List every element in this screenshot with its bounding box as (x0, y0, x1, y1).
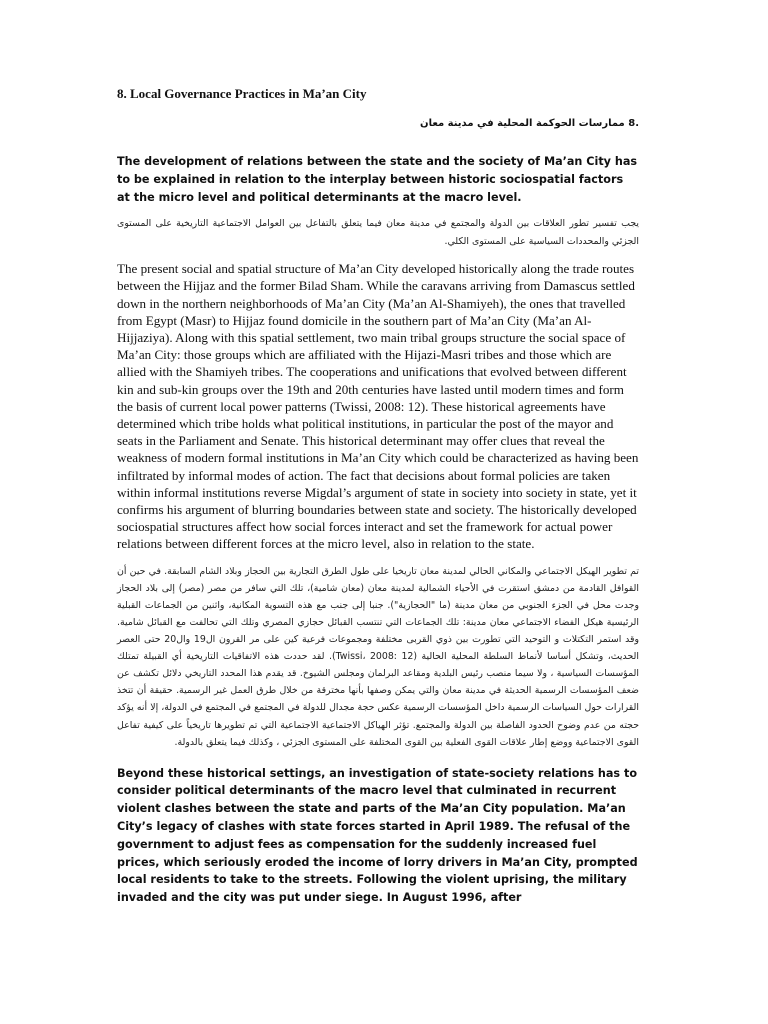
history-paragraph-arabic: تم تطوير الهيكل الاجتماعي والمكاني الحالي لمدينة معان تاريخيا على طول الطرق التجارية بين الحجاز وبلاد الشام السابقة. في حين أن القوافل القادمة من دمشق استقرت في الأحياء الشمالية لمدينة معان (معان شامية)، تلك التي سافر من مصر (مصر) إلى بلاد الحجاز وجدت محل في الجزء الجنوبي من معان مدينة (ما "الحجازية"). جنبا إلى جنب مع هذه التسوية المكانية، واثنين من الجماعات القبلية الرئيسية هيكل الفضاء الاجتماعي معان مدينة: تلك الجماعات التي تنتسب القبائل حجازي المصري وتلك التي تحالفت مع القبائل شامية. وقد استمر التكتلات و التوحيد التي تطورت بين ذوي القربى مختلفة ومجموعات فرعية كين على مر القرون ال19 وال20 حتى العصر الحديث، وتشكل أساسا لأنماط السلطة المحلية الحالية (Twissi، 2008: 12). لقد حددت هذه الاتفاقيات التاريخية أي القبيلة تمتلك المؤسسات السياسية ، ولا سيما منصب رئيس البلدية ومقاعد البرلمان ومجلس الشيوخ. قد يقدم هذا المحدد التاريخي دلائل تكشف عن ضعف المؤسسات الرسمية الحديثة في مدينة معان والتي يمكن وصفها بأنها مخترقة من خلال طرق العمل غير الرسمية. حقيقة أن تتخذ القرارات حول السياسات الرسمية داخل المؤسسات الرسمية عكس حجة مجدال للدولة في المجتمع في المجتمع في الدولة، إلا أنه يؤكد حجته من عدم وضوح الحدود الفاصلة بين الدولة والمجتمع. تؤثر الهياكل الاجتماعية الاجتماعية التي تم تطويرها تاريخياً على كيفية تفاعل القوى الاجتماعية ووضع إطار علاقات القوى الفعلية بين القوى المختلفة على المستوى الجزئي ، وكذلك فيما يتعلق بالدولة. (117, 565, 639, 748)
history-paragraph: The present social and spatial structure of Ma’an City developed historically along the trade routes between the Hijjaz and the former Bilad Sham. While the caravans arriving from Damascus settled down in the northern neighborhoods of Ma’an City (Ma’an Al-Shamiyeh), the ones that travelled from Egypt (Masr) to Hijjaz found domicile in the southern part of Ma’an City (Ma’an Al-Hijjaziya). Along with this spatial settlement, two main tribal groups structure the social space of Ma’an City: those groups which are affiliated with the Hijazi-Masri tribes and those which are allied with the Shamiyeh tribes. The cooperations and unifications that evolved between different kin and sub-kin groups over the 19th and 20th centuries have lasted until modern times and form the basis of current local power patterns (Twissi, 2008: 12). These historical agreements have determined which tribe holds what political institutions, in particular the post of the mayor and seats in the Parliament and Senate. This historical determinant may offer clues that reveal the weakness of modern formal institutions in Ma’an City which could be characterized as having been infiltrated by informal modes of action. The fact that decisions about formal policies are taken within informal institutions reverse Migdal’s argument of state in society into society in state, yet it confirms his argument of blurring boundaries between state and society. The historically developed sociospatial structures affect how social forces interact and set the framework for actual power relations between different forces at the micro level, also in relation to the state. (117, 261, 639, 552)
beyond-paragraph: Beyond these historical settings, an investigation of state-society relations has to consider political determinants of the macro level that culminated in recurrent violent clashes between the state and parts of the Ma’an City population. Ma’an City’s legacy of clashes with state forces started in April 1989. The refusal of the government to adjust fees as compensation for the suddenly increased fuel prices, which seriously eroded the income of lorry drivers in Ma’an City, prompted local residents to take to the streets. Following the violent uprising, the military invaded and the city was put under siege. In August 1996, after (117, 766, 638, 905)
intro-paragraph-arabic: يجب تفسير تطور العلاقات بين الدولة والمجتمع في مدينة معان فيما يتعلق بالتفاعل بين العوامل الاجتماعية التاريخية على المستوى الجزئي والمحددات السياسية على المستوى الكلي. (117, 218, 639, 247)
section-title-arabic: .8 ممارسات الحوكمة المحلية في مدينة معان (420, 118, 639, 129)
intro-paragraph: The development of relations between the state and the society of Ma’an City has to be explained in relation to the interplay between historic sociospatial factors at the micro level and political determinants at the macro level. (117, 155, 638, 204)
section-title: 8. Local Governance Practices in Ma’an City (117, 86, 367, 101)
document-page (117, 86, 639, 907)
